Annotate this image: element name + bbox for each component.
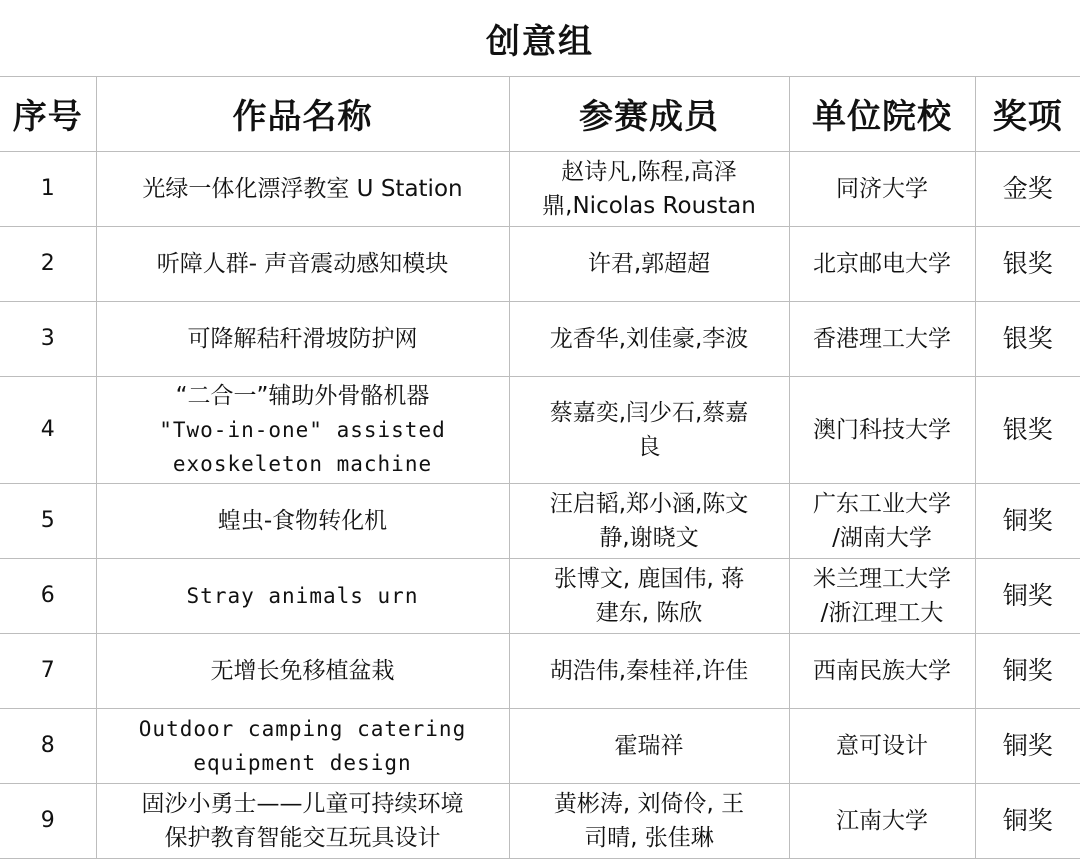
members — [509, 302, 789, 377]
text-line: 无增长免移植盆栽 — [210, 658, 395, 684]
text-line: 可降解秸秆滑坡防护网 — [187, 326, 418, 352]
text-line: "Two-in-one" assisted — [159, 418, 446, 442]
text-line: 保护教育智能交互玩具设计 — [164, 825, 441, 851]
text-line: 龙香华,刘佳豪,李波 — [549, 326, 749, 352]
award: 银奖 — [975, 377, 1080, 484]
award: 金奖 — [975, 152, 1080, 227]
text-line: 江南大学 — [836, 808, 928, 834]
award: 铜奖 — [975, 709, 1080, 784]
members — [509, 484, 789, 559]
work-name — [96, 302, 509, 377]
text-line: 澳门科技大学 — [813, 417, 951, 443]
awards-table — [0, 76, 1080, 859]
members — [509, 634, 789, 709]
text-line: 霍瑞祥 — [614, 733, 684, 759]
school — [789, 302, 975, 377]
text-line: 张博文, 鹿国伟, 蒋 — [553, 566, 745, 592]
award: 银奖 — [975, 302, 1080, 377]
text-line: 许君,郭超超 — [587, 251, 711, 277]
text-line: 香港理工大学 — [813, 326, 951, 352]
row-number: 6 — [0, 559, 96, 634]
row-number: 1 — [0, 152, 96, 227]
header-members: 参赛成员 — [509, 76, 789, 152]
table-row — [0, 709, 1080, 784]
text-line: 西南民族大学 — [813, 658, 951, 684]
table-row — [0, 377, 1080, 484]
school — [789, 634, 975, 709]
award: 铜奖 — [975, 559, 1080, 634]
text-line: 固沙小勇士——儿童可持续环境 — [141, 791, 464, 817]
header-school: 单位院校 — [789, 76, 975, 152]
header-number: 序号 — [0, 76, 96, 152]
text-line: 意可设计 — [836, 733, 928, 759]
row-number: 7 — [0, 634, 96, 709]
row-number: 2 — [0, 227, 96, 302]
school — [789, 484, 975, 559]
work-name — [96, 484, 509, 559]
text-line: 鼎,Nicolas Roustan — [542, 193, 756, 219]
text-line: 黄彬涛, 刘倚伶, 王 — [553, 791, 745, 817]
school — [789, 559, 975, 634]
text-line: 胡浩伟,秦桂祥,许佳 — [549, 658, 749, 684]
members — [509, 152, 789, 227]
work-name — [96, 377, 509, 484]
work-name — [96, 634, 509, 709]
table-row — [0, 227, 1080, 302]
row-number: 5 — [0, 484, 96, 559]
text-line: 听障人群- 声音震动感知模块 — [156, 251, 449, 277]
text-line: 建东, 陈欣 — [595, 600, 703, 626]
text-line: /湖南大学 — [832, 525, 932, 551]
text-line: 司晴, 张佳琳 — [584, 825, 714, 851]
text-line: 北京邮电大学 — [813, 251, 951, 277]
text-line: Outdoor camping catering — [138, 717, 467, 741]
work-name — [96, 784, 509, 859]
text-line: 米兰理工大学 — [813, 566, 951, 592]
row-number: 9 — [0, 784, 96, 859]
table-row — [0, 302, 1080, 377]
table-row — [0, 559, 1080, 634]
text-line: 赵诗凡,陈程,高泽 — [561, 159, 737, 185]
page-title: 创意组 — [0, 0, 1080, 77]
table-row — [0, 152, 1080, 227]
members — [509, 227, 789, 302]
work-name — [96, 227, 509, 302]
text-line: 光绿一体化漂浮教室 U Station — [142, 176, 463, 202]
award: 铜奖 — [975, 484, 1080, 559]
text-line: “二合一”辅助外骨骼机器 — [175, 383, 430, 409]
text-line: 蔡嘉奕,闫少石,蔡嘉 — [549, 400, 749, 426]
members — [509, 709, 789, 784]
row-number: 8 — [0, 709, 96, 784]
header-work-name: 作品名称 — [96, 76, 509, 152]
text-line: exoskeleton machine — [172, 452, 433, 476]
table-row — [0, 784, 1080, 859]
school — [789, 377, 975, 484]
work-name — [96, 709, 509, 784]
award: 铜奖 — [975, 784, 1080, 859]
row-number: 3 — [0, 302, 96, 377]
text-line: 良 — [637, 434, 661, 460]
text-line: 蝗虫-食物转化机 — [217, 508, 388, 534]
award: 铜奖 — [975, 634, 1080, 709]
members — [509, 559, 789, 634]
text-line: equipment design — [193, 751, 412, 775]
row-number: 4 — [0, 377, 96, 484]
work-name — [96, 559, 509, 634]
school — [789, 784, 975, 859]
work-name — [96, 152, 509, 227]
table-row — [0, 484, 1080, 559]
text-line: 静,谢晓文 — [599, 525, 699, 551]
table-row — [0, 634, 1080, 709]
text-line: 广东工业大学 — [813, 491, 951, 517]
school — [789, 227, 975, 302]
school — [789, 152, 975, 227]
header-row — [0, 76, 1080, 152]
text-line: Stray animals urn — [186, 584, 419, 608]
members — [509, 784, 789, 859]
award: 银奖 — [975, 227, 1080, 302]
header-award: 奖项 — [975, 76, 1080, 152]
text-line: 汪启韬,郑小涵,陈文 — [549, 491, 749, 517]
members — [509, 377, 789, 484]
text-line: /浙江理工大 — [820, 600, 944, 626]
text-line: 同济大学 — [836, 176, 928, 202]
school — [789, 709, 975, 784]
